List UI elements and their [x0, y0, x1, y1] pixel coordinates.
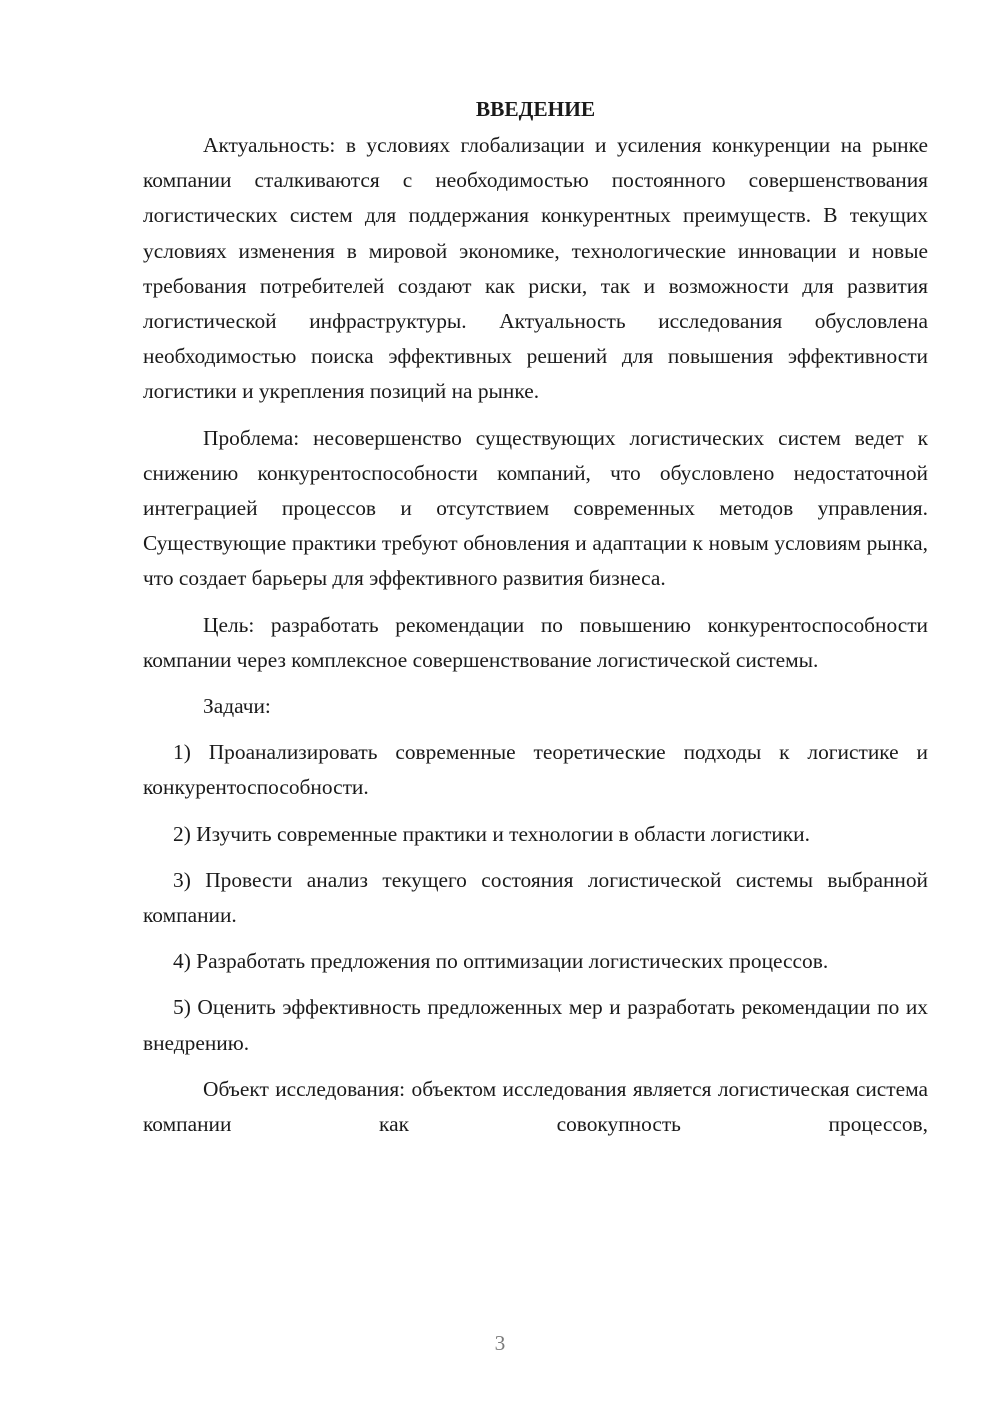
- goal-paragraph: Цель: разработать рекомендации по повышению конкурентоспособности компании через комплексное совершенствование логистической системы.: [143, 612, 928, 672]
- document-page: [143, 92, 928, 1142]
- task-item: 4) Разработать предложения по оптимизации логистических процессов.: [173, 949, 829, 974]
- task-item: 2) Изучить современные практики и технологии в области логистики.: [173, 821, 810, 846]
- task-item: 1) Проанализировать современные теоретические подходы к логистике и конкурентоспособности.: [143, 740, 928, 800]
- problem-paragraph: Проблема: несовершенство существующих логистических систем ведет к снижению конкурентоспособности компаний, что обусловлено недостаточной интеграцией процессов и отсутствием современных методов управления. Существующие практики требуют обновления и адаптации к новым условиям рынка, что создает барьеры для эффективного развития бизнеса.: [143, 425, 928, 591]
- relevance-paragraph: Актуальность: в условиях глобализации и усиления конкуренции на рынке компании сталкиваются с необходимостью постоянного совершенствования логистических систем для поддержания конкурентных преимуществ. В текущих условиях изменения в мировой экономике, технологические инновации и новые требования потребителей создают как риски, так и возможности для развития логистической инфраструктуры. Актуальность исследования обусловлена необходимостью поиска эффективных решений для повышения эффективности логистики и укрепления позиций на рынке.: [143, 133, 928, 404]
- task-item: 3) Провести анализ текущего состояния логистической системы выбранной компании.: [143, 867, 928, 928]
- section-title: ВВЕДЕНИЕ: [475, 97, 596, 121]
- tasks-label: Задачи:: [203, 694, 271, 719]
- task-item: 5) Оценить эффективность предложенных мер и разработать рекомендации по их внедрению.: [143, 995, 928, 1055]
- page-number: 3: [494, 1331, 506, 1355]
- object-paragraph: Объект исследования: объектом исследования является логистическая система компании как совокупность процессов,: [143, 1076, 928, 1137]
